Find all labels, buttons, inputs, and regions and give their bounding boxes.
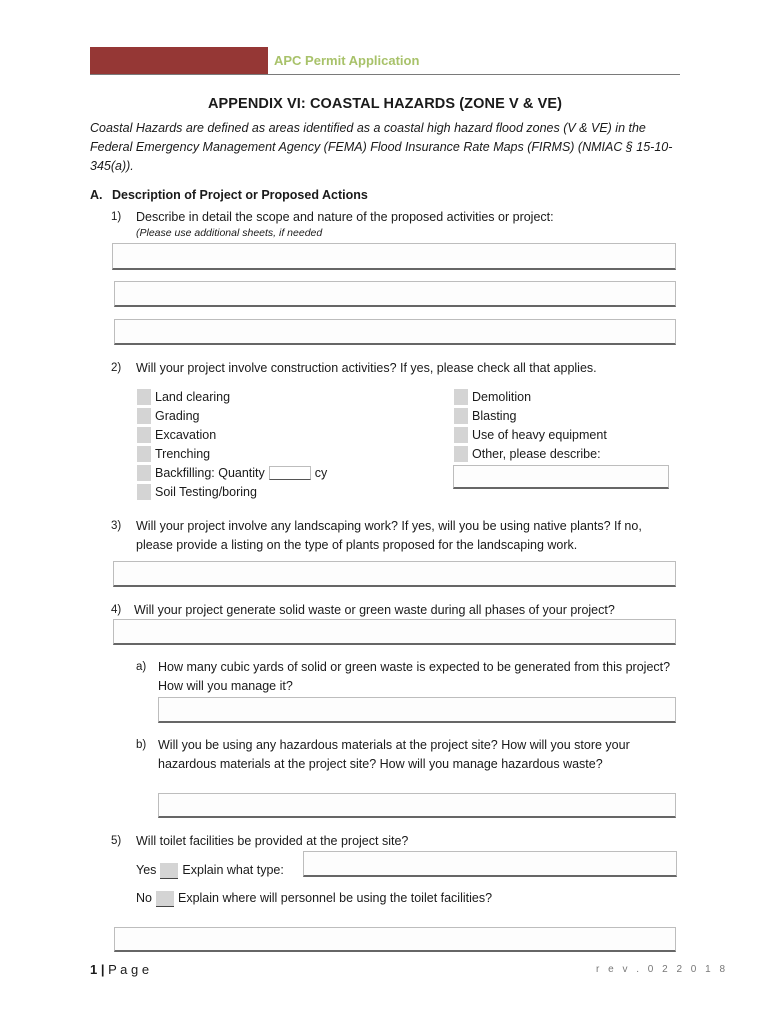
page-title: APPENDIX VI: COASTAL HAZARDS (ZONE V & VE): [207, 96, 563, 112]
option-blasting[interactable]: [454, 407, 516, 425]
checkbox[interactable]: [137, 484, 151, 500]
q4b-answer-field[interactable]: [158, 793, 676, 818]
option-label: Blasting: [472, 409, 517, 423]
checkbox[interactable]: [454, 427, 468, 443]
checkbox[interactable]: [137, 465, 151, 481]
footer-revision: r e v . 0 2 2 0 1 8: [596, 964, 729, 975]
option-label: Trenching: [155, 447, 211, 461]
page-word: P a g e: [108, 962, 150, 977]
question-1-note: (Please use additional sheets, if needed: [136, 227, 323, 239]
question-5-number: 5): [111, 835, 122, 847]
question-1: [111, 208, 681, 227]
header-divider: [90, 74, 680, 75]
q5-no-checkbox[interactable]: [156, 891, 174, 907]
option-label: Grading: [155, 409, 200, 423]
option-grading[interactable]: [137, 407, 199, 425]
q3-answer-field[interactable]: [113, 561, 676, 587]
question-5: [111, 832, 681, 851]
checkbox[interactable]: [454, 446, 468, 462]
checkbox[interactable]: [454, 389, 468, 405]
question-4-text: Will your project generate solid waste or green waste during all phases of your project?: [134, 603, 615, 617]
option-label: Use of heavy equipment: [472, 428, 607, 442]
page-separator: |: [100, 962, 105, 977]
option-label: Demolition: [472, 390, 532, 404]
question-4: [111, 601, 681, 620]
option-excavation[interactable]: [137, 426, 216, 444]
q5-toilet-type-field[interactable]: [303, 851, 677, 877]
question-1-number: 1): [111, 211, 122, 223]
question-4b: [136, 736, 678, 774]
option-land-clearing[interactable]: [137, 388, 230, 406]
question-2-text: Will your project involve construction activities? If yes, please check all that applies.: [136, 361, 597, 375]
q5-yes-checkbox[interactable]: [160, 863, 178, 879]
option-label: Other, please describe:: [472, 447, 601, 461]
q5-personnel-field[interactable]: [114, 927, 676, 952]
option-backfilling[interactable]: [137, 464, 327, 482]
question-1-text: Describe in detail the scope and nature of the proposed activities or project:: [136, 210, 554, 224]
q5-no-label: No: [136, 891, 152, 905]
backfill-unit: cy: [314, 466, 328, 480]
q5-no-row: [136, 889, 492, 908]
option-other[interactable]: [454, 445, 601, 463]
section-a-title: Description of Project or Proposed Actions: [112, 188, 368, 202]
header-accent-bar: [90, 47, 268, 75]
question-3: [111, 517, 681, 555]
q5-yes-row: [136, 861, 284, 880]
question-4a: [136, 658, 678, 696]
checkbox[interactable]: [137, 389, 151, 405]
header-title: APC Permit Application: [274, 53, 420, 68]
q1-answer-field-3[interactable]: [114, 319, 676, 345]
checkbox[interactable]: [137, 446, 151, 462]
option-label: Soil Testing/boring: [155, 485, 257, 499]
section-a-letter: A.: [90, 188, 103, 202]
option-soil-testing[interactable]: [137, 483, 257, 501]
question-4b-text: Will you be using any hazardous materials at the project site? How will you store your hazardous materials at the project site? How will you manage hazardous waste?: [158, 738, 630, 771]
footer-page-number: [90, 962, 149, 977]
q1-answer-field-2[interactable]: [114, 281, 676, 307]
page-number: 1: [90, 962, 98, 977]
backfill-quantity-input[interactable]: [269, 466, 311, 480]
checkbox[interactable]: [454, 408, 468, 424]
question-2: [111, 359, 681, 378]
intro-paragraph: Coastal Hazards are defined as areas identified as a coastal high hazard flood zones (V & VE) in the Federal Emergency Management Agency (FEMA) Flood Insurance Rate Maps (FIRMS) (NMIAC § 15-10-345(a)).: [90, 121, 673, 173]
other-describe-field[interactable]: [453, 465, 669, 489]
question-3-text: Will your project involve any landscaping work? If yes, will you be using native plants? If no, please provide a listing on the type of plants proposed for the landscaping work.: [136, 519, 642, 552]
question-5-text: Will toilet facilities be provided at the project site?: [136, 834, 409, 848]
section-a-heading: [90, 188, 368, 202]
option-label: Land clearing: [155, 390, 231, 404]
q5-no-text: Explain where will personnel be using the toilet facilities?: [177, 891, 493, 905]
question-4-number: 4): [111, 604, 122, 616]
question-4b-label: b): [136, 739, 147, 751]
question-4a-label: a): [136, 661, 147, 673]
option-label: Excavation: [155, 428, 217, 442]
option-trenching[interactable]: [137, 445, 210, 463]
question-4a-text: How many cubic yards of solid or green waste is expected to be generated from this project? How will you manage it?: [158, 660, 671, 693]
q5-yes-label: Yes: [136, 863, 157, 877]
checkbox[interactable]: [137, 408, 151, 424]
q1-answer-field-1[interactable]: [112, 243, 676, 270]
q5-yes-text: Explain what type:: [182, 863, 284, 877]
option-heavy-equipment[interactable]: [454, 426, 607, 444]
option-label: Backfilling: Quantity: [155, 466, 265, 480]
option-demolition[interactable]: [454, 388, 531, 406]
q4a-answer-field[interactable]: [158, 697, 676, 723]
checkbox[interactable]: [137, 427, 151, 443]
question-3-number: 3): [111, 520, 122, 532]
question-2-number: 2): [111, 362, 122, 374]
q4-answer-field[interactable]: [113, 619, 676, 645]
